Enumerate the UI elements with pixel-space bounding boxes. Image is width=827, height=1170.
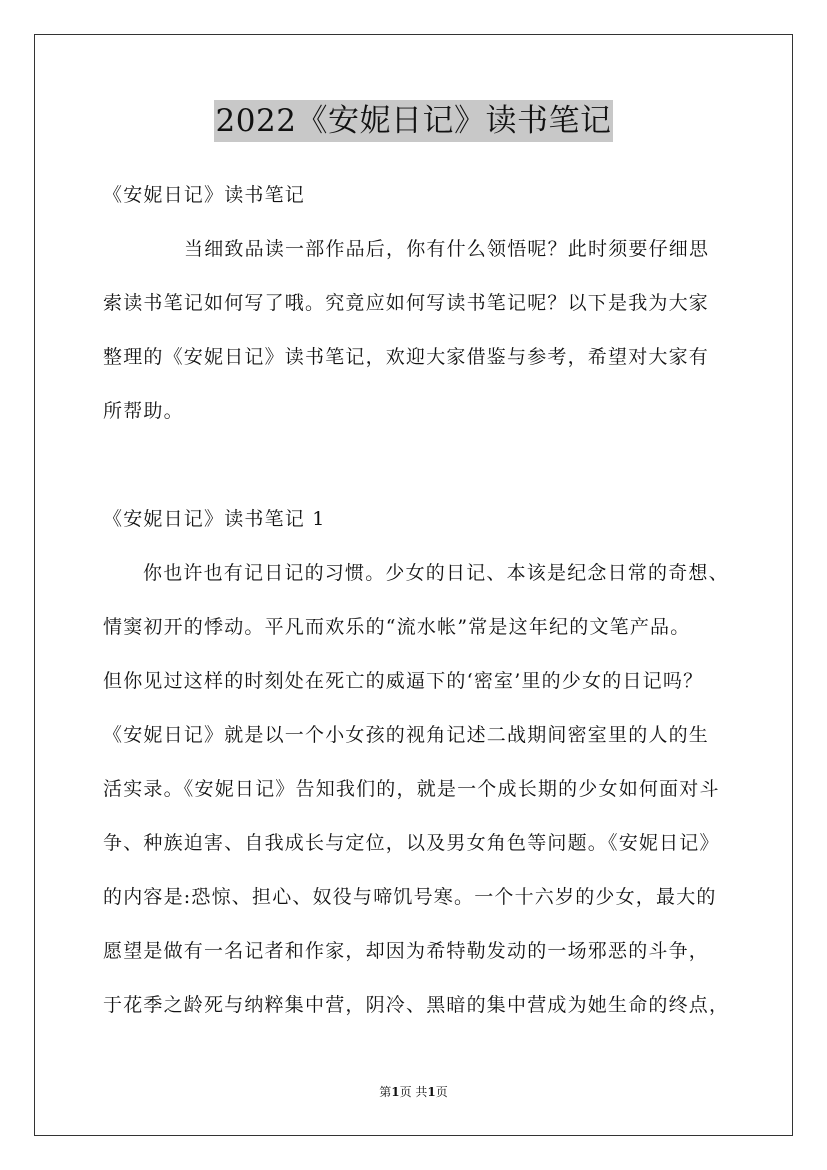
- footer-suffix: 页: [435, 1085, 448, 1099]
- body-line: 争、种族迫害、自我成长与定位，以及男女角色等问题。《安妮日记》: [103, 832, 720, 854]
- body-line: 情窦初开的悸动。平凡而欢乐的“流水帐”常是这年纪的文笔产品。: [103, 616, 691, 638]
- title-container: [0, 100, 827, 142]
- body-line: 愿望是做有一名记者和作家，却因为希特勒发动的一场邪恶的斗争，: [103, 940, 710, 962]
- document-subtitle: 《安妮日记》读书笔记: [103, 184, 306, 206]
- body-line: 的内容是:恐惊、担心、奴役与啼饥号寒。一个十六岁的少女，最大的: [103, 886, 717, 908]
- page-footer: [0, 1083, 827, 1100]
- body-line: 但你见过这样的时刻处在死亡的威逼下的‘密室’里的少女的日记吗？: [103, 670, 704, 692]
- body-line: 你也许也有记日记的习惯。少女的日记、本该是纪念日常的奇想、: [143, 562, 729, 584]
- footer-page-number: 1: [391, 1085, 400, 1099]
- intro-line: 整理的《安妮日记》读书笔记，欢迎大家借鉴与参考，希望对大家有: [103, 346, 710, 368]
- body-line: 《安妮日记》就是以一个小女孩的视角记述二战期间密室里的人的生: [103, 724, 710, 746]
- footer-page-total: 1: [427, 1085, 436, 1099]
- footer-mid: 页 共: [399, 1085, 428, 1099]
- body-line: 活实录。《安妮日记》告知我们的，就是一个成长期的少女如何面对斗: [103, 778, 720, 800]
- intro-line: 所帮助。: [103, 400, 184, 422]
- document-title: 2022《安妮日记》读书笔记: [214, 100, 614, 142]
- section-heading: 《安妮日记》读书笔记 1: [103, 508, 326, 530]
- body-line: 于花季之龄死与纳粹集中营，阴冷、黑暗的集中营成为她生命的终点，: [103, 994, 730, 1016]
- intro-line: 索读书笔记如何写了哦。究竟应如何写读书笔记呢？以下是我为大家: [103, 292, 710, 314]
- intro-line: 当细致品读一部作品后，你有什么领悟呢？此时须要仔细思: [184, 238, 710, 260]
- footer-prefix: 第: [379, 1085, 392, 1099]
